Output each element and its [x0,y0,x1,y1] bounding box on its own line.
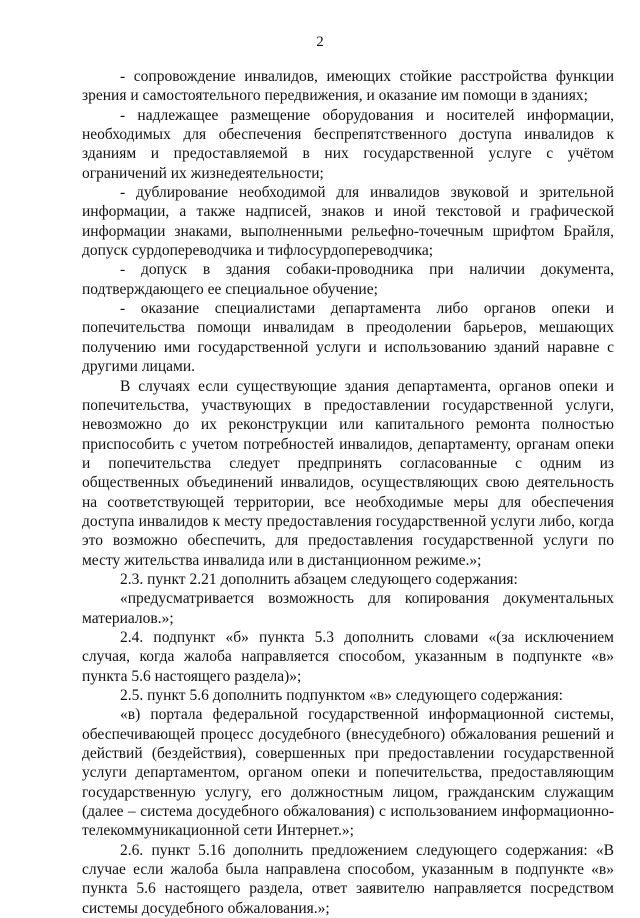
paragraph-item-2-3: 2.3. пункт 2.21 дополнить абзацем следующего содержания: [120,570,518,588]
paragraph-building-adaptation: В случаях если существующие здания департамента, органов опеки и попечительства, участвующих в предоставлении государственной услуги, невозможно до их реконструкции или капитального ремонта полностью приспособить с учетом потребностей инвалидов, департаменту, органам опеки и попечительства следует предпринять согласованные с одним из общественных объединений инвалидов, осуществляющих свою деятельность на соответствующей территории, все необходимые меры для обеспечения доступа инвалидов к месту предоставления государственной услуги либо, когда это возможно обеспечить, для предоставления государственной услуги по месту жительства инвалида или в дистанционном режиме.»; [82,377,614,569]
paragraph-item-2-5: 2.5. пункт 5.6 дополнить подпунктом «в» следующего содержания: [120,687,563,704]
page-number: 2 [316,34,324,50]
paragraph-duplication-braille: - дублирование необходимой для инвалидов звуковой и зрительной информации, а также надписей, знаков и иной текстовой и графической информации знаками, выполненными рельефно-точечным шрифтом Брайля, допуск сурдопереводчика и тифлосурдопереводчика; [82,184,614,260]
paragraph-support-escort: - сопровождение инвалидов, имеющих стойкие расстройства функции зрения и самостоятельного передвижения, и оказание им помощи в зданиях; [82,68,614,105]
paragraph-portal-subitem: «в) портала федеральной государственной информационной системы, обеспечивающей процесс досудебного (внесудебного) обжалования решений и действий (бездействия), совершенных при предоставлении государственной услуги департаментом, органом опеки и попечительства, предоставляющим государственную услугу, его должностным лицом, гражданским служащим (далее – система досудебного обжалования) с использованием информационно-телекоммуникационной сети Интернет.»; [82,706,614,840]
paragraph-item-2-4: 2.4. подпункт «б» пункта 5.3 дополнить словами «(за исключением случая, когда жалоба направляется способом, указанным в подпункте «в» пункта 5.6 настоящего раздела)»; [82,628,614,685]
document-body [82,67,614,918]
paragraph-guide-dog: - допуск в здания собаки-проводника при наличии документа, подтверждающего ее специальное обучение; [82,261,614,298]
paragraph-specialist-assistance: - оказание специалистами департамента либо органов опеки и попечительства помощи инвалидам в преодолении барьеров, мешающих получению ими государственной услуги и использованию зданий наравне с другими лицами. [82,300,614,376]
paragraph-copy-materials: «предусматривается возможность для копирования документальных материалов.»; [82,590,614,627]
paragraph-item-2-6: 2.6. пункт 5.16 дополнить предложением следующего содержания: «В случае если жалоба была направлена способом, указанным в подпункте «в» пункта 5.6 настоящего раздела, ответ заявителю направляется посредством системы досудебного обжалования.»; [82,841,614,917]
paragraph-equipment-placement: - надлежащее размещение оборудования и носителей информации, необходимых для обеспечения беспрепятственного доступа инвалидов к зданиям и предоставляемой в них государственной услуге с учётом ограничений их жизнедеятельности; [82,106,614,182]
